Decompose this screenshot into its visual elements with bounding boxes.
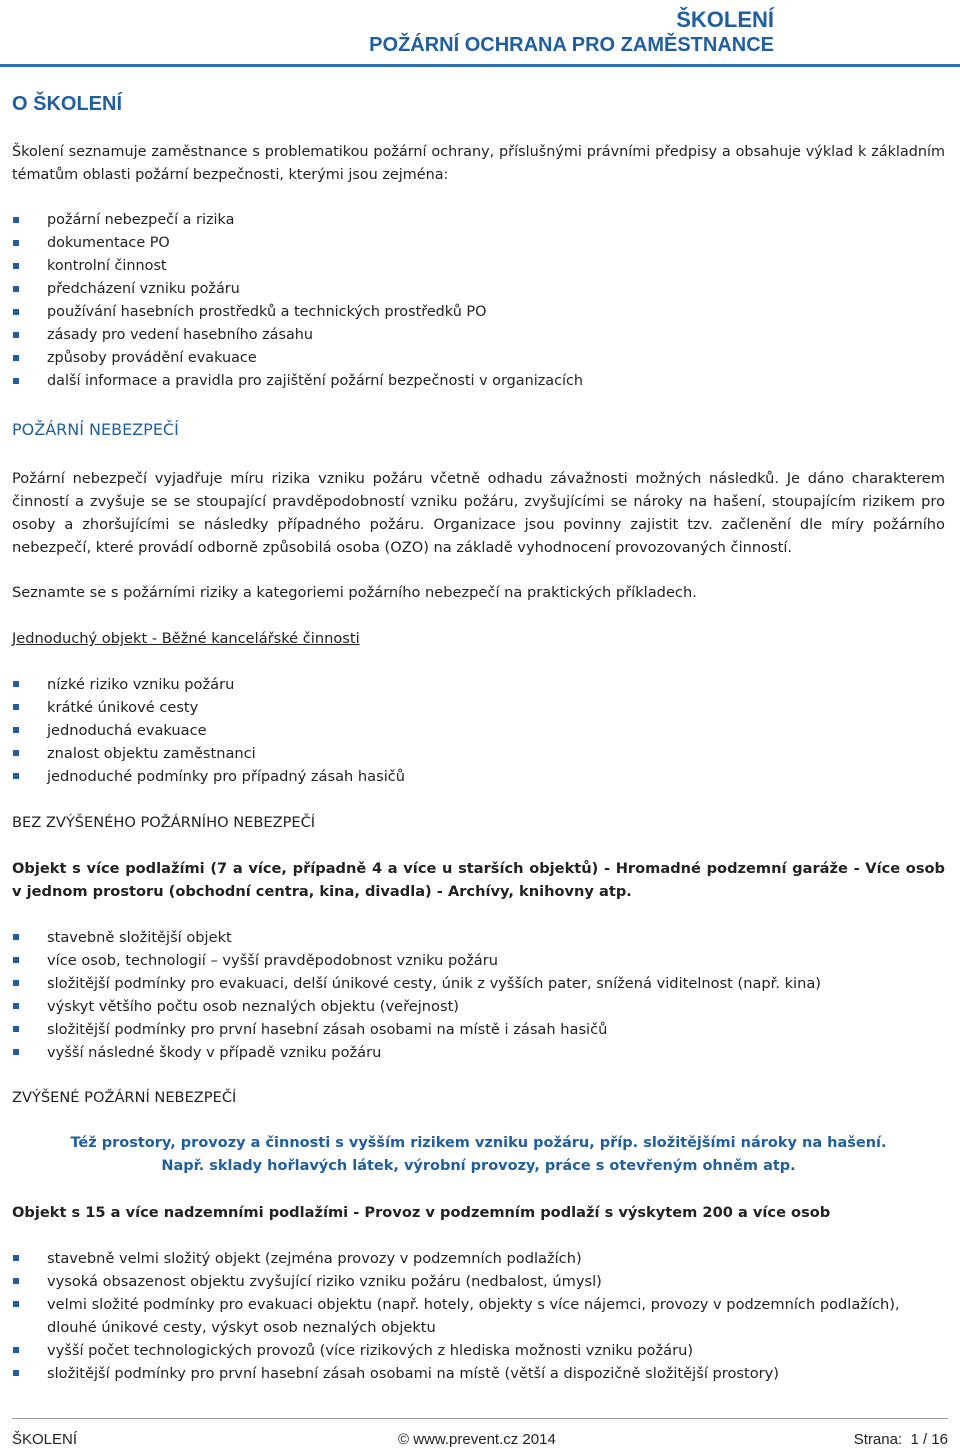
highlight-note-2: Např. sklady hořlavých látek, výrobní provozy, práce s otevřeným ohněm atp. <box>161 1158 796 1174</box>
header-rule <box>0 64 960 67</box>
footer-rule <box>12 1418 948 1419</box>
highlight-note-1: Též prostory, provozy a činnosti s vyšším rizikem vzniku požáru, příp. složitějšími nároky na hašení. <box>70 1135 887 1151</box>
high-object-list <box>12 1247 945 1385</box>
list-item: složitější podmínky pro evakuaci, delší únikové cesty, únik z vyšších pater, snížená viditelnost (např. kina) <box>12 972 945 995</box>
complex-object-list <box>12 926 945 1064</box>
list-item: složitější podmínky pro první hasební zásah osobami na místě i zásah hasičů <box>12 1018 945 1041</box>
category-increased-hazard: ZVÝŠENÉ POŽÁRNÍ NEBEZPEČÍ <box>12 1089 237 1106</box>
document-header <box>369 6 774 57</box>
list-item: stavebně složitější objekt <box>12 926 945 949</box>
list-item: vyšší následné škody v případě vzniku požáru <box>12 1041 945 1064</box>
list-item: velmi složité podmínky pro evakuaci objektu (např. hotely, objekty s více nájemci, provozy v podzemních podlažích), dlouhé únikové cesty, výskyt osob neznalých objektu <box>12 1293 945 1339</box>
complex-object-title: Objekt s více podlažími (7 a více, případně 4 a více u starších objektů) - Hromadné podzemní garáže - Více osob v jednom prostoru (obchodní centra, kina, divadla) - Archívy, knihovny atp. <box>12 860 945 900</box>
high-object-title: Objekt s 15 a více nadzemními podlažími - Provoz v podzemním podlaží s výskytem 200 a více osob <box>12 1204 831 1221</box>
list-item: používání hasebních prostředků a technických prostředků PO <box>12 301 945 324</box>
hazard-paragraph: Požární nebezpečí vyjadřuje míru rizika vzniku požáru včetně odhadu závažnosti možných následků. Je dáno charakterem činností a zvyšuje se se stoupající pravděpodobností vzniku požáru, zvyšujícími se nároky na hašení, stoupajícím rizikem pro osoby a zhoršujícími se následky případného požáru. Organizace jsou povinny zajistit tzv. začlenění dle míry požárního nebezpečí, které provádí odborně způsobilá osoba (OZO) na základě vyhodnocení provozovaných činností. <box>12 470 945 556</box>
list-item: vyšší počet technologických provozů (více rizikových z hlediska možnosti vzniku požáru) <box>12 1339 945 1362</box>
category-no-increased-hazard: BEZ ZVÝŠENÉHO POŽÁRNÍHO NEBEZPEČÍ <box>12 814 316 831</box>
list-item: krátké únikové cesty <box>12 696 945 719</box>
header-title: ŠKOLENÍ <box>676 7 774 32</box>
header-subtitle: POŽÁRNÍ OCHRANA PRO ZAMĚSTNANCE <box>369 34 774 56</box>
list-item: kontrolní činnost <box>12 255 945 278</box>
list-item: způsoby provádění evakuace <box>12 347 945 370</box>
hazard-invite-paragraph: Seznamte se s požárními riziky a kategoriemi požárního nebezpečí na praktických příkladech. <box>12 584 697 601</box>
list-item: vysoká obsazenost objektu zvyšující riziko vzniku požáru (nedbalost, úmysl) <box>12 1270 945 1293</box>
simple-object-title: Jednoduchý objekt - Běžné kancelářské činnosti <box>12 630 360 647</box>
section-heading-about: O ŠKOLENÍ <box>12 93 123 115</box>
about-intro-paragraph: Školení seznamuje zaměstnance s problematikou požární ochrany, příslušnými právními předpisy a obsahuje výklad k základním tématům oblasti požární bezpečnosti, kterými jsou zejména: <box>12 144 945 183</box>
list-item: stavebně velmi složitý objekt (zejména provozy v podzemních podlažích) <box>12 1247 945 1270</box>
list-item: zásady pro vedení hasebního zásahu <box>12 324 945 347</box>
section-heading-hazard: POŽÁRNÍ NEBEZPEČÍ <box>12 420 179 439</box>
list-item: další informace a pravidla pro zajištění požární bezpečnosti v organizacích <box>12 370 945 393</box>
simple-object-list <box>12 673 945 788</box>
list-item: více osob, technologií – vyšší pravděpodobnost vzniku požáru <box>12 949 945 972</box>
list-item: znalost objektu zaměstnanci <box>12 742 945 765</box>
list-item: jednoduché podmínky pro případný zásah hasičů <box>12 765 945 788</box>
list-item: výskyt většího počtu osob neznalých objektu (veřejnost) <box>12 995 945 1018</box>
footer-left-label: ŠKOLENÍ <box>12 1431 78 1448</box>
footer-copyright: © www.prevent.cz 2014 <box>398 1431 556 1448</box>
about-topics-list <box>12 209 945 393</box>
list-item: složitější podmínky pro první hasební zásah osobami na místě (větší a dispozičně složitější prostory) <box>12 1362 945 1385</box>
footer-page-number: Strana: 1 / 16 <box>853 1431 948 1448</box>
list-item: dokumentace PO <box>12 232 945 255</box>
list-item: předcházení vzniku požáru <box>12 278 945 301</box>
list-item: požární nebezpečí a rizika <box>12 209 945 232</box>
list-item: jednoduchá evakuace <box>12 719 945 742</box>
list-item: nízké riziko vzniku požáru <box>12 673 945 696</box>
